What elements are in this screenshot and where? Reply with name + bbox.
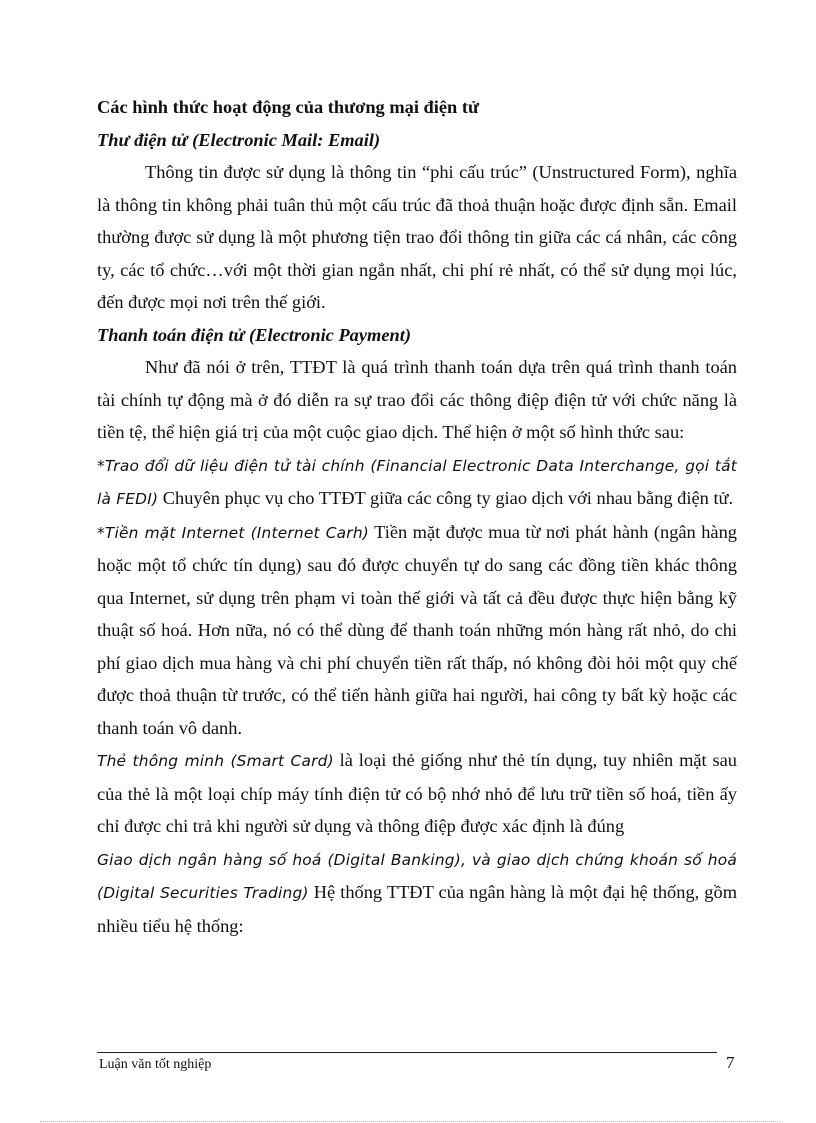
payment-paragraph: Như đã nói ở trên, TTĐT là quá trình thanh toán dựa trên quá trình thanh toán tài chính tự động mà ở đó diễn ra sự trao đổi các thông điệp điện tử với chức năng là tiền tệ, thể hiện giá trị của một cuộc giao dịch. Thể hiện ở một số hình thức sau: [97, 357, 737, 442]
fedi-term: *Trao đổi dữ liệu điện tử tài chính (Financial Electronic Data Interchange, gọi tắt là FEDI) [97, 456, 737, 508]
fedi-text: Chuyên phục vụ cho TTĐT giữa các công ty giao dịch với nhau bằng điện tử. [158, 488, 734, 508]
smart-card-text: là loại thẻ giống như thẻ tín dụng, tuy nhiên mặt sau của thẻ là một loại chíp máy tính điện tử có bộ nhớ nhỏ để lưu trữ tiền số hoá, tiền ấy chỉ được chi trả khi người sử dụng và thông điệp được xác định là đúng [97, 750, 737, 836]
payment-subheading: Thanh toán điện tử (Electronic Payment) [97, 324, 411, 345]
smart-card-paragraph [97, 744, 737, 843]
cash-text: Tiền mặt được mua từ nơi phát hành (ngân hàng hoặc một tổ chức tín dụng) sau đó được chuyển tự do sang các đồng tiền khác thông qua Internet, sử dụng trên phạm vi toàn thế giới và tất cả đều được thực hiện bằng kỹ thuật số hoá. Hơn nữa, nó có thể dùng để thanh toán những món hàng rất nhỏ, do chi phí giao dịch mua hàng và chi phí chuyển tiền rất thấp, nó không đòi hỏi một quy chế được thoả thuận từ trước, có thể tiến hành giữa hai người, hai công ty bất kỳ hoặc các thanh toán vô danh. [97, 521, 737, 738]
footer-divider [97, 1052, 717, 1053]
section-heading: Các hình thức hoạt động của thương mại điện tử [97, 97, 480, 117]
email-subheading: Thư điện tử (Electronic Mail: Email) [97, 129, 381, 150]
cash-term: *Tiền mặt Internet (Internet Carh) [97, 523, 369, 542]
smart-card-term: Thẻ thông minh (Smart Card) [97, 752, 334, 770]
footer-thesis-label: Luận văn tốt nghiệp [99, 1057, 212, 1072]
digital-banking-paragraph [97, 843, 737, 943]
page-edge-divider [40, 1121, 780, 1122]
fedi-paragraph [97, 449, 737, 516]
page-number: 7 [726, 1053, 735, 1072]
document-body [97, 91, 737, 942]
digital-banking-term: Giao dịch ngân hàng số hoá (Digital Banking), và giao dịch chứng khoán số hoá (Digital Securities Trading) [97, 850, 737, 902]
email-paragraph: Thông tin được sử dụng là thông tin “phi cấu trúc” (Unstructured Form), nghĩa là thông tin không phải tuân thủ một cấu trúc đã thoả thuận hoặc được định sẵn. Email thường được sử dụng là một phương tiện trao đổi thông tin giữa các cá nhân, các công ty, các tổ chức…với một thời gian ngắn nhất, chi phí rẻ nhất, có thể sử dụng mọi lúc, đến được mọi nơi trên thế giới. [97, 162, 737, 312]
cash-paragraph [97, 516, 737, 745]
digital-banking-text: Hệ thống TTĐT của ngân hàng là một đại hệ thống, gồm nhiều tiểu hệ thống: [97, 882, 737, 936]
